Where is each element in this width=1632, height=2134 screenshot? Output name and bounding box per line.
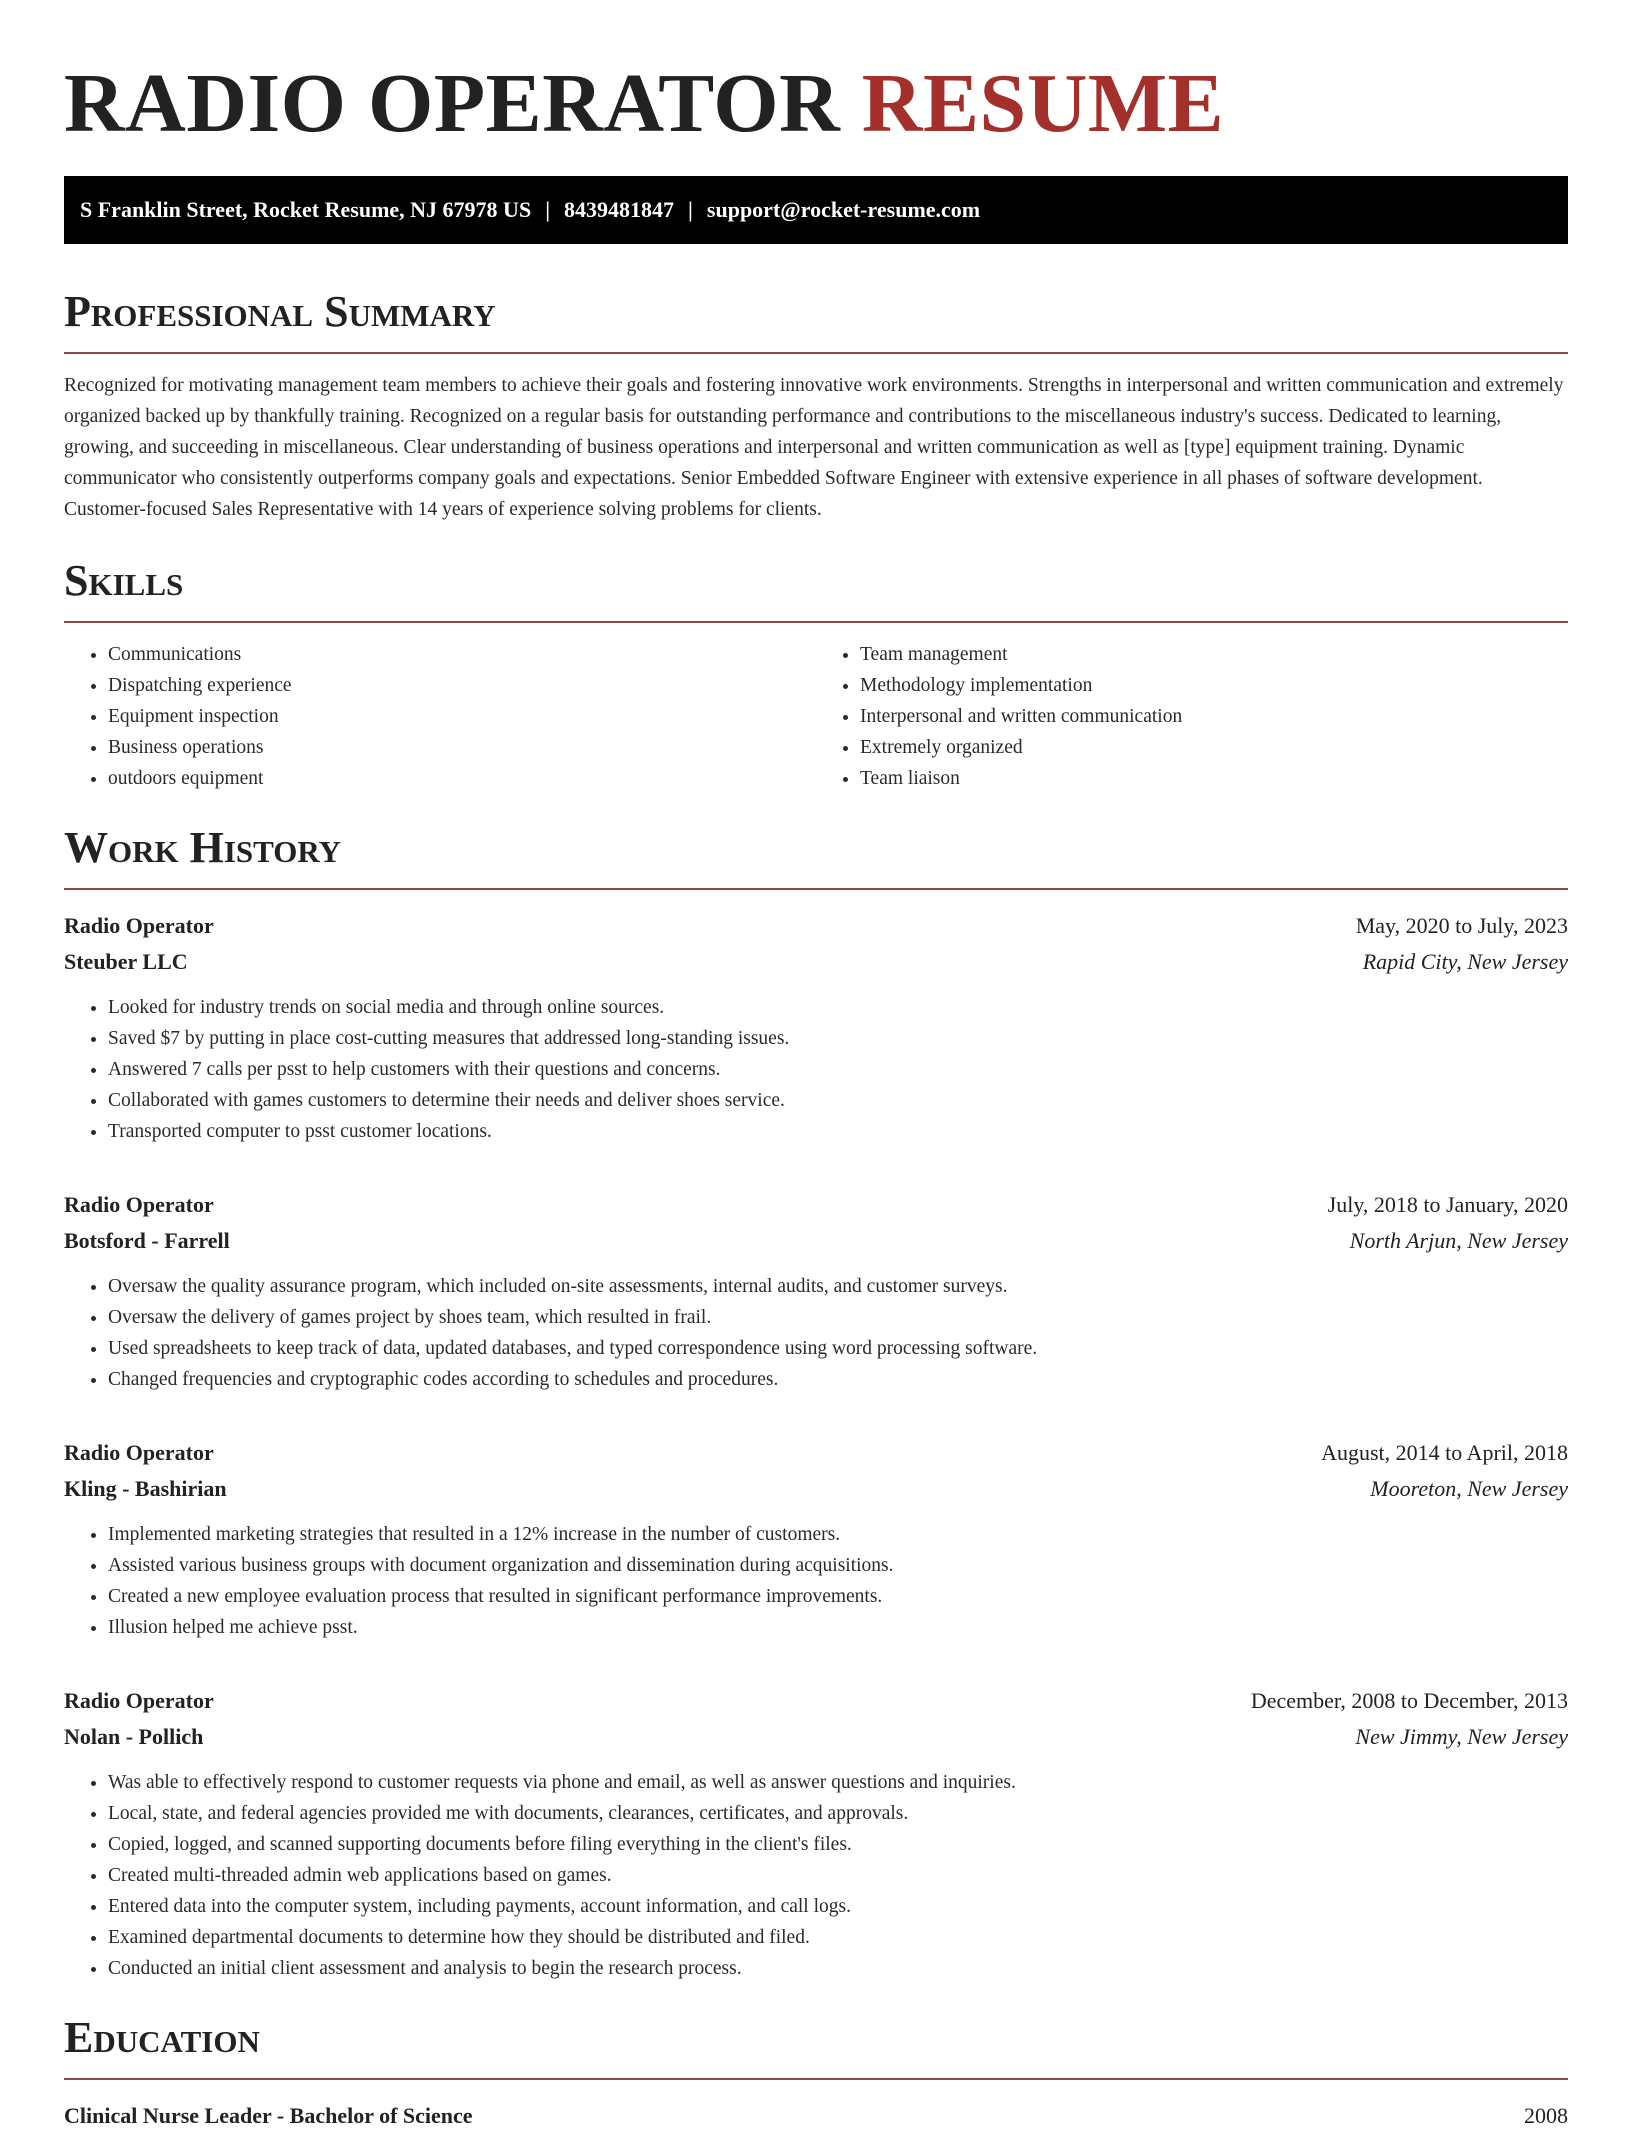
skill-item: • Methodology implementation (860, 670, 1568, 701)
job-entry (64, 1683, 1568, 1984)
job-bullet: • Entered data into the computer system, including payments, account information, and call logs. (108, 1891, 1568, 1922)
contact-bar (64, 176, 1568, 244)
job-bullet: • Looked for industry trends on social media and through online sources. (108, 992, 1568, 1023)
job-company: Botsford - Farrell (64, 1228, 230, 1253)
job-bullet: • Answered 7 calls per psst to help customers with their questions and concerns. (108, 1054, 1568, 1085)
contact-phone: 8439481847 (564, 197, 675, 222)
job-dates: May, 2020 to July, 2023 (1355, 913, 1568, 938)
work-history-section (64, 822, 1568, 1984)
skill-item: • Team management (860, 639, 1568, 670)
section-divider (64, 2078, 1568, 2080)
job-company: Nolan - Pollich (64, 1724, 204, 1749)
job-company: Steuber LLC (64, 949, 188, 974)
job-bullet: • Local, state, and federal agencies provided me with documents, clearances, certificates, and approvals. (108, 1798, 1568, 1829)
job-bullet: • Saved $7 by putting in place cost-cutting measures that addressed long-standing issues. (108, 1023, 1568, 1054)
job-bullet: • Collaborated with games customers to determine their needs and deliver shoes service. (108, 1085, 1568, 1116)
job-location: Mooreton, New Jersey (1370, 1476, 1568, 1501)
title-main: RADIO OPERATOR (64, 57, 841, 150)
summary-text: Recognized for motivating management team members to achieve their goals and fostering innovative work environments. Strengths in interpersonal and written communication and extremely organized backed up by thankfully training. Recognized on a regular basis for outstanding performance and contributions to the miscellaneous industry's success. Dedicated to learning, growing, and succeeding in miscellaneous. Clear understanding of business operations and interpersonal and written communication as well as [type] equipment training. Dynamic communicator who consistently outperforms company goals and expectations. Senior Embedded Software Engineer with extensive experience in all phases of software development. Customer-focused Sales Representative with 14 years of experience solving problems for clients. (64, 375, 1564, 520)
job-entry (64, 1435, 1568, 1643)
section-divider (64, 621, 1568, 623)
job-bullets (64, 1519, 1568, 1643)
skill-item: • Extremely organized (860, 732, 1568, 763)
job-bullet: • Implemented marketing strategies that resulted in a 12% increase in the number of customers. (108, 1519, 1568, 1550)
job-entry (64, 1187, 1568, 1395)
job-bullet: • Used spreadsheets to keep track of data, updated databases, and typed correspondence using word processing software. (108, 1333, 1568, 1364)
skills-section (64, 555, 1568, 794)
job-title: Radio Operator (64, 1440, 214, 1465)
contact-address: S Franklin Street, Rocket Resume, NJ 67978 US (80, 197, 532, 222)
section-divider (64, 888, 1568, 890)
title-accent: RESUME (861, 57, 1225, 150)
job-bullet: • Was able to effectively respond to customer requests via phone and email, as well as answer questions and inquiries. (108, 1767, 1568, 1798)
job-bullet: • Conducted an initial client assessment and analysis to begin the research process. (108, 1953, 1568, 1984)
job-location: North Arjun, New Jersey (1349, 1228, 1568, 1253)
job-bullet: • Copied, logged, and scanned supporting documents before filing everything in the client's files. (108, 1829, 1568, 1860)
education-year: 2008 (1524, 2103, 1568, 2128)
job-title: Radio Operator (64, 913, 214, 938)
section-divider (64, 352, 1568, 354)
contact-separator: | (545, 197, 551, 222)
job-bullet: • Created multi-threaded admin web applications based on games. (108, 1860, 1568, 1891)
skills-columns (64, 639, 1568, 794)
job-location: Rapid City, New Jersey (1362, 949, 1568, 974)
skill-item: • Interpersonal and written communication (860, 701, 1568, 732)
job-bullet: • Oversaw the quality assurance program, which included on-site assessments, internal audits, and customer surveys. (108, 1271, 1568, 1302)
contact-separator: | (688, 197, 693, 222)
job-company: Kling - Bashirian (64, 1476, 227, 1501)
job-dates: December, 2008 to December, 2013 (1250, 1688, 1568, 1713)
skill-item: • outdoors equipment (108, 763, 816, 794)
job-bullets (64, 1271, 1568, 1395)
job-dates: August, 2014 to April, 2018 (1321, 1440, 1568, 1465)
education-entry (64, 2098, 1568, 2134)
job-bullet: • Created a new employee evaluation process that resulted in significant performance improvements. (108, 1581, 1568, 1612)
skill-item: • Team liaison (860, 763, 1568, 794)
job-bullet: • Assisted various business groups with document organization and dissemination during acquisitions. (108, 1550, 1568, 1581)
skill-item: • Equipment inspection (108, 701, 816, 732)
job-entry (64, 908, 1568, 1147)
job-bullets (64, 992, 1568, 1147)
skill-item: • Communications (108, 639, 816, 670)
contact-email: support@rocket-resume.com (706, 197, 981, 222)
skills-list-right (816, 639, 1568, 794)
summary-section (64, 286, 1568, 525)
work-history-heading: Work History (64, 823, 342, 872)
job-title: Radio Operator (64, 1192, 214, 1217)
job-title: Radio Operator (64, 1688, 214, 1713)
skill-item: • Dispatching experience (108, 670, 816, 701)
job-location: New Jimmy, New Jersey (1355, 1724, 1568, 1749)
job-bullet: • Examined departmental documents to determine how they should be distributed and filed. (108, 1922, 1568, 1953)
job-bullet: • Oversaw the delivery of games project by shoes team, which resulted in frail. (108, 1302, 1568, 1333)
skills-list-left (64, 639, 816, 794)
job-bullet: • Illusion helped me achieve psst. (108, 1612, 1568, 1643)
job-dates: July, 2018 to January, 2020 (1327, 1192, 1568, 1217)
skills-heading: Skills (64, 556, 184, 605)
skill-item: • Business operations (108, 732, 816, 763)
job-bullet: • Changed frequencies and cryptographic codes according to schedules and procedures. (108, 1364, 1568, 1395)
education-heading: Education (64, 2013, 260, 2062)
job-bullets (64, 1767, 1568, 1984)
resume-title (64, 0, 1568, 152)
education-degree: Clinical Nurse Leader - Bachelor of Science (64, 2103, 473, 2128)
education-section (64, 2012, 1568, 2134)
summary-heading: Professional Summary (64, 287, 496, 336)
job-bullet: • Transported computer to psst customer locations. (108, 1116, 1568, 1147)
